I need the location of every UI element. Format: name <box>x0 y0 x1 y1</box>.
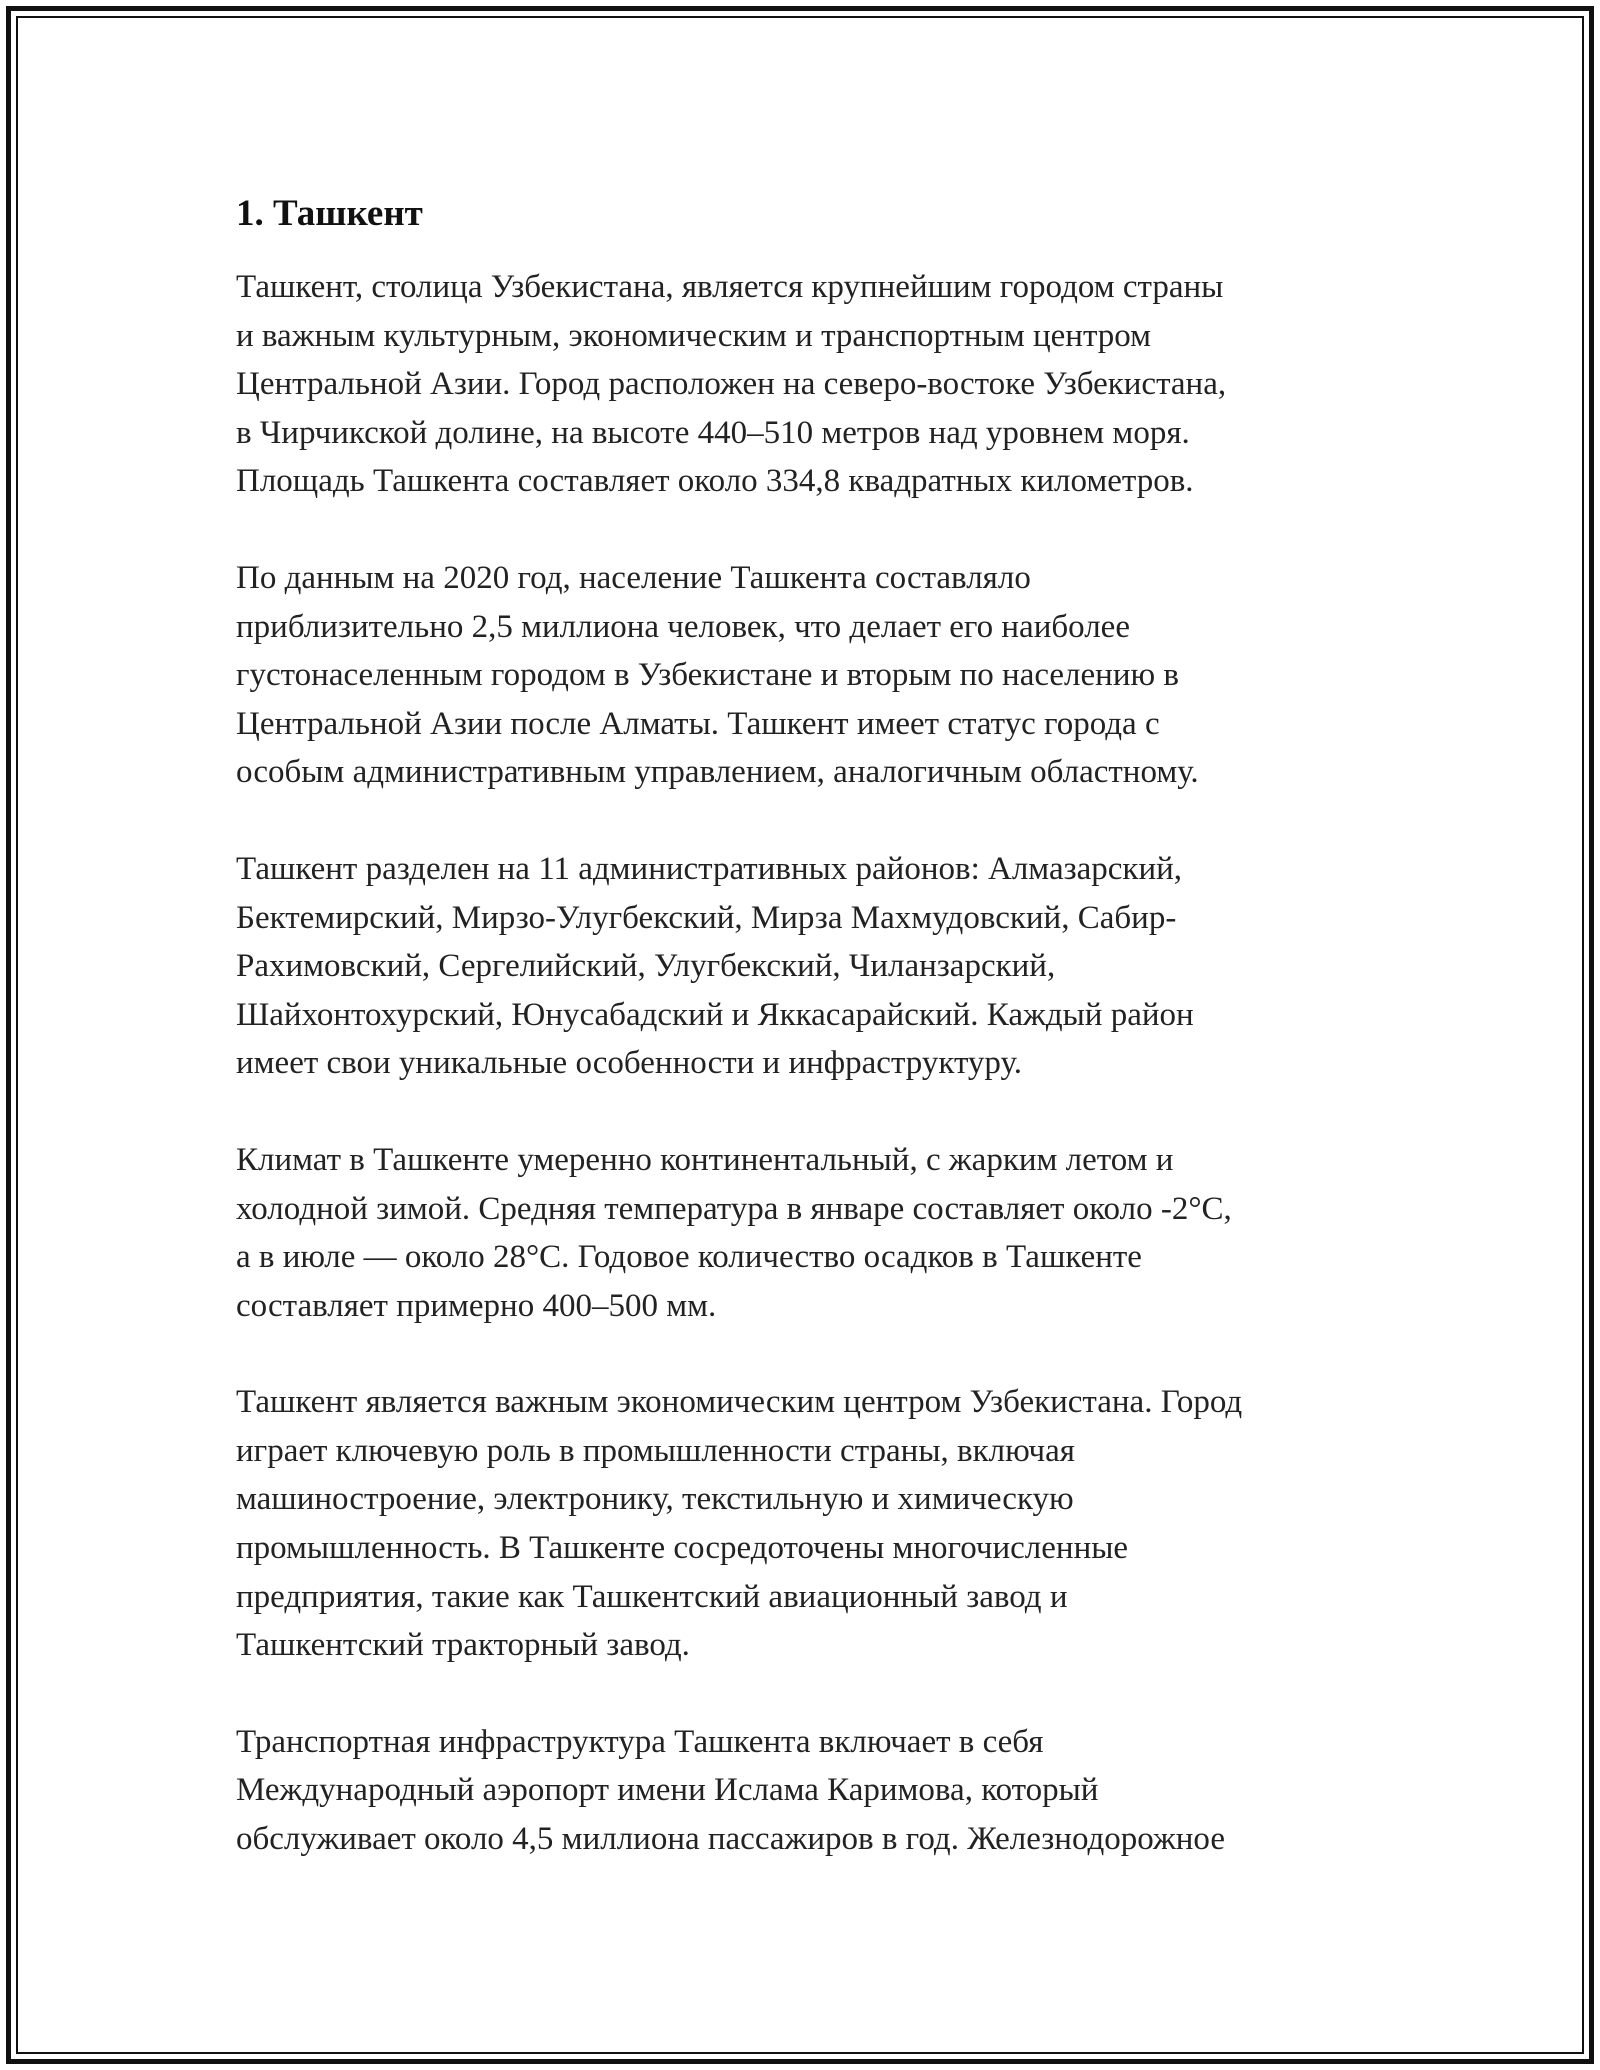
paragraph-transport <box>236 1718 1406 1864</box>
text-line: Климат в Ташкенте умеренно континентальный, с жарким летом и <box>236 1141 1174 1178</box>
text-line: холодной зимой. Средняя температура в январе составляет около -2°C, <box>236 1190 1232 1227</box>
text-line: густонаселенным городом в Узбекистане и вторым по населению в <box>236 657 1179 694</box>
paragraph-population <box>236 554 1406 797</box>
text-line: играет ключевую роль в промышленности страны, включая <box>236 1432 1075 1469</box>
text-line: имеет свои уникальные особенности и инфраструктуру. <box>236 1045 1022 1082</box>
paragraph-economy <box>236 1378 1406 1670</box>
text-line: а в июле — около 28°C. Годовое количество осадков в Ташкенте <box>236 1239 1142 1276</box>
paragraph-overview <box>236 263 1406 506</box>
text-line: в Чирчикской долине, на высоте 440–510 метров над уровнем моря. <box>236 414 1190 451</box>
text-line: Ташкент, столица Узбекистана, является крупнейшим городом страны <box>236 269 1224 305</box>
text-line: промышленность. В Ташкенте сосредоточены многочисленные <box>236 1530 1129 1567</box>
text-line: По данным на 2020 год, население Ташкента составляло <box>236 559 1031 596</box>
document-body <box>236 263 1406 1864</box>
text-line: машиностроение, электронику, текстильную и химическую <box>236 1481 1074 1518</box>
page-title: 1. Ташкент <box>236 193 423 234</box>
text-line: приблизительно 2,5 миллиона человек, что делает его наиболее <box>236 608 1130 645</box>
document-page <box>236 185 1406 1912</box>
text-line: Транспортная инфраструктура Ташкента включает в себя <box>236 1723 1044 1760</box>
paragraph-districts <box>236 845 1406 1088</box>
text-line: Площадь Ташкента составляет около 334,8 квадратных километров. <box>236 463 1194 500</box>
text-line: Центральной Азии после Алматы. Ташкент имеет статус города с <box>236 705 1160 742</box>
text-line: Шайхонтохурский, Юнусабадский и Яккасарайский. Каждый район <box>236 996 1194 1033</box>
text-line: Ташкент является важным экономическим центром Узбекистана. Город <box>236 1384 1243 1421</box>
text-line: Центральной Азии. Город расположен на северо-востоке Узбекистана, <box>236 366 1227 403</box>
paragraph-climate <box>236 1136 1406 1330</box>
text-line: особым административным управлением, аналогичным областному. <box>236 754 1199 791</box>
text-line: Рахимовский, Сергелийский, Улугбекский, Чиланзарский, <box>236 948 1056 985</box>
text-line: Международный аэропорт имени Ислама Каримова, который <box>236 1772 1099 1809</box>
text-line: составляет примерно 400–500 мм. <box>236 1287 717 1324</box>
text-line: и важным культурным, экономическим и транспортным центром <box>236 317 1152 354</box>
text-line: Ташкентский тракторный завод. <box>236 1627 690 1664</box>
text-line: предприятия, такие как Ташкентский авиационный завод и <box>236 1578 1068 1615</box>
text-line: Ташкент разделен на 11 административных районов: Алмазарский, <box>236 850 1183 887</box>
text-line: обслуживает около 4,5 миллиона пассажиров в год. Железнодорожное <box>236 1821 1225 1858</box>
text-line: Бектемирский, Мирзо-Улугбекский, Мирза Махмудовский, Сабир- <box>236 899 1177 936</box>
